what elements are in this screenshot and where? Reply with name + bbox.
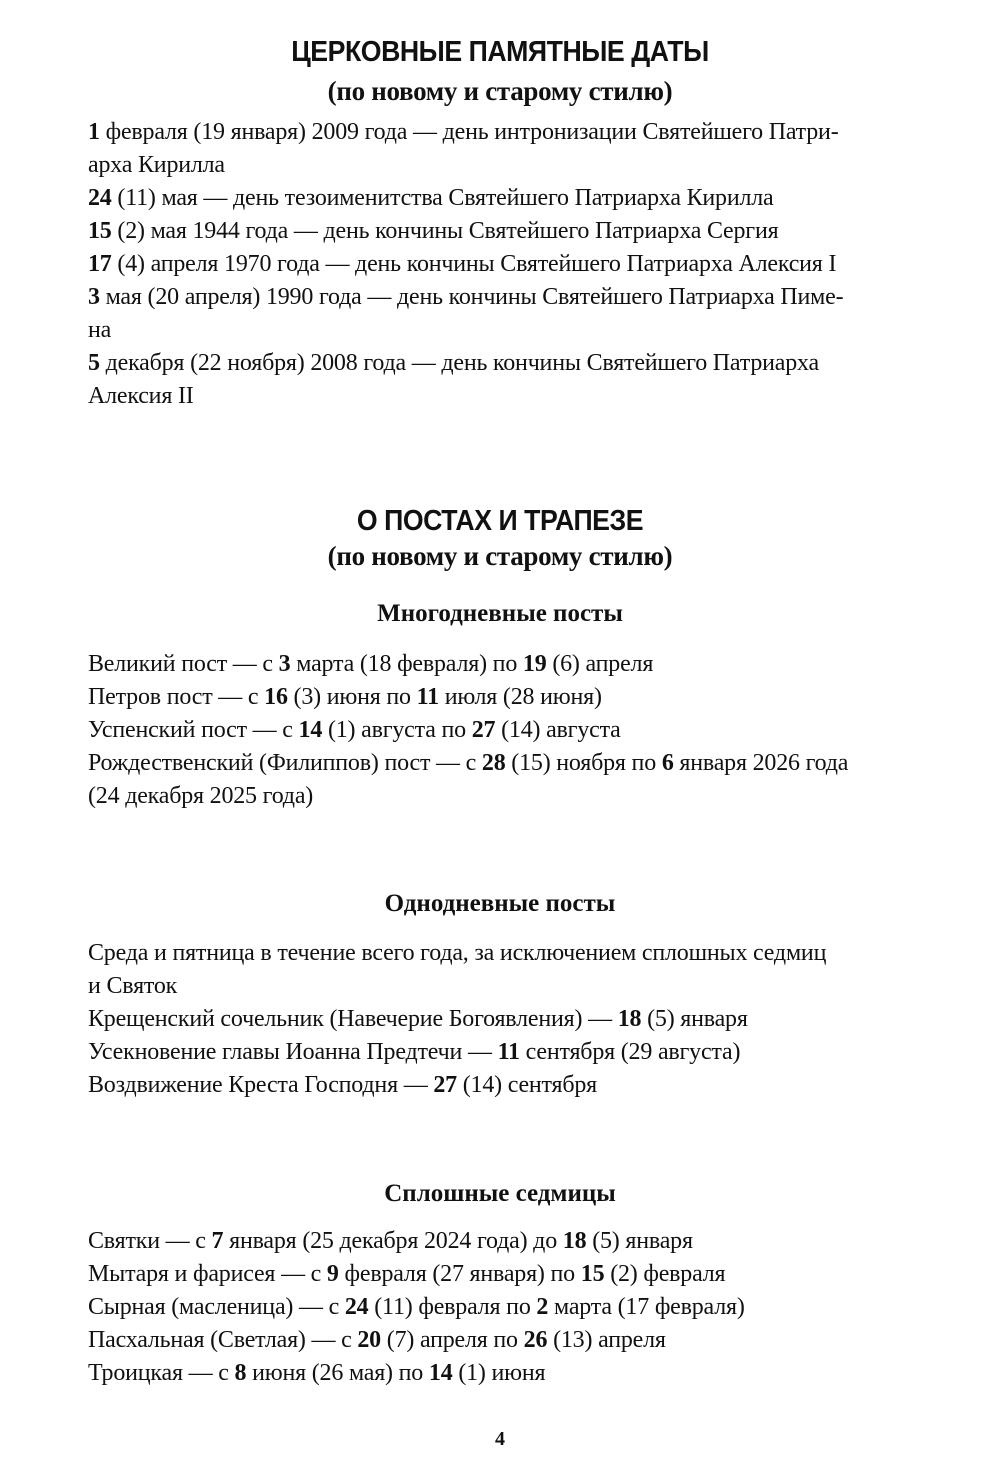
continuous-weeks-list xyxy=(88,1225,968,1390)
text-line xyxy=(88,380,968,413)
text-line xyxy=(88,1069,968,1102)
date-number: 15 xyxy=(580,1261,605,1287)
text-segment: Среда и пятница в течение всего года, за исключением сплошных седмиц xyxy=(88,940,827,966)
date-number: 20 xyxy=(357,1327,381,1353)
text-line xyxy=(88,116,968,149)
text-segment: сентября (29 августа) xyxy=(519,1039,741,1065)
text-segment: января (25 декабря 2024 года) до xyxy=(223,1228,563,1254)
section-subtitle-fasts: (по новому и старому стилю) xyxy=(327,541,673,571)
text-segment: (2) мая 1944 года — день кончины Святейшего Патриарха Сергия xyxy=(111,218,779,244)
date-number: 8 xyxy=(234,1360,247,1386)
text-segment: Святки — с xyxy=(88,1228,212,1254)
text-line xyxy=(88,1036,968,1069)
text-segment: Воздвижение Креста Господня — xyxy=(88,1072,434,1098)
text-segment: Алексия II xyxy=(88,383,194,409)
date-number: 24 xyxy=(344,1294,369,1320)
text-segment: декабря (22 ноября) 2008 года — день кончины Святейшего Патриарха xyxy=(99,350,819,376)
text-segment: (11) мая — день тезоименитства Святейшего Патриарха Кирилла xyxy=(111,185,774,211)
text-line xyxy=(88,149,968,182)
text-line xyxy=(88,281,968,314)
text-segment: арха Кирилла xyxy=(88,152,225,178)
text-segment: (14) сентября xyxy=(456,1072,598,1098)
date-number: 19 xyxy=(522,651,547,677)
section-title-memorial-dates: ЦЕРКОВНЫЕ ПАМЯТНЫЕ ДАТЫ xyxy=(291,36,709,68)
memorial-dates-list xyxy=(88,116,968,413)
text-segment: Пасхальная (Светлая) — с xyxy=(88,1327,358,1353)
text-line xyxy=(88,780,968,813)
section-title-fasts: О ПОСТАХ И ТРАПЕЗЕ xyxy=(356,505,644,537)
date-number: 11 xyxy=(416,684,439,710)
text-segment: Сырная (масленица) — с xyxy=(88,1294,345,1320)
date-number: 14 xyxy=(428,1360,453,1386)
date-number: 3 xyxy=(278,651,291,677)
text-line xyxy=(88,1357,968,1390)
text-segment: (11) февраля по xyxy=(368,1294,537,1320)
date-number: 9 xyxy=(326,1261,339,1287)
text-segment: Троицкая — с xyxy=(88,1360,235,1386)
text-line xyxy=(88,347,968,380)
text-segment: февраля (19 января) 2009 года — день интронизации Святейшего Патри- xyxy=(99,119,839,145)
date-number: 6 xyxy=(661,750,674,776)
text-line xyxy=(88,182,968,215)
text-segment: (15) ноября по xyxy=(505,750,662,776)
text-segment: Мытаря и фарисея — с xyxy=(88,1261,327,1287)
text-line xyxy=(88,215,968,248)
text-segment: Петров пост — с xyxy=(88,684,265,710)
date-number: 5 xyxy=(88,350,100,376)
text-segment: (5) января xyxy=(641,1006,748,1032)
text-segment: (1) августа по xyxy=(322,717,472,743)
date-number: 15 xyxy=(88,218,112,244)
text-segment: (4) апреля 1970 года — день кончины Святейшего Патриарха Алексия I xyxy=(111,251,837,277)
text-line xyxy=(88,1003,968,1036)
multi-day-fasts-list xyxy=(88,648,968,813)
text-segment: Великий пост — с xyxy=(88,651,279,677)
date-number: 18 xyxy=(562,1228,587,1254)
text-segment: Усекновение главы Иоанна Предтечи — xyxy=(88,1039,498,1065)
date-number: 16 xyxy=(264,684,288,710)
text-segment: июля (28 июня) xyxy=(438,684,602,710)
date-number: 2 xyxy=(536,1294,549,1320)
text-line xyxy=(88,747,968,780)
date-number: 1 xyxy=(88,119,100,145)
text-segment: (13) апреля xyxy=(547,1327,666,1353)
text-segment: Крещенский сочельник (Навечерие Богоявления) — xyxy=(88,1006,618,1032)
heading-multi-day-fasts: Многодневные посты xyxy=(377,600,623,627)
text-segment: мая (20 апреля) 1990 года — день кончины Святейшего Патриарха Пиме- xyxy=(99,284,844,310)
date-number: 24 xyxy=(88,185,112,211)
text-segment: Успенский пост — с xyxy=(88,717,299,743)
date-number: 26 xyxy=(523,1327,548,1353)
text-segment: (24 декабря 2025 года) xyxy=(88,783,314,809)
text-segment: (1) июня xyxy=(452,1360,546,1386)
text-segment: и Святок xyxy=(88,973,178,999)
date-number: 28 xyxy=(481,750,506,776)
text-line xyxy=(88,1225,968,1258)
date-number: 27 xyxy=(433,1072,457,1098)
text-line xyxy=(88,937,968,970)
text-segment: (6) апреля xyxy=(546,651,654,677)
date-number: 18 xyxy=(617,1006,642,1032)
text-line xyxy=(88,681,968,714)
date-number: 3 xyxy=(88,284,100,310)
text-segment: (7) апреля по xyxy=(380,1327,524,1353)
text-segment: Рождественский (Филиппов) пост — с xyxy=(88,750,482,776)
text-segment: января 2026 года xyxy=(673,750,849,776)
text-segment: марта (18 февраля) по xyxy=(290,651,523,677)
heading-continuous-weeks: Сплошные седмицы xyxy=(384,1180,616,1207)
text-line xyxy=(88,714,968,747)
date-number: 7 xyxy=(211,1228,224,1254)
text-segment: марта (17 февраля) xyxy=(548,1294,745,1320)
text-segment: июня (26 мая) по xyxy=(246,1360,429,1386)
text-segment: (5) января xyxy=(586,1228,693,1254)
section-subtitle: (по новому и старому стилю) xyxy=(327,76,673,106)
heading-one-day-fasts: Однодневные посты xyxy=(384,890,616,917)
text-line xyxy=(88,1324,968,1357)
text-segment: на xyxy=(88,317,112,343)
text-line xyxy=(88,648,968,681)
text-segment: (3) июня по xyxy=(287,684,417,710)
text-line xyxy=(88,1291,968,1324)
date-number: 27 xyxy=(471,717,496,743)
text-line xyxy=(88,248,968,281)
text-segment: (14) августа xyxy=(495,717,621,743)
date-number: 11 xyxy=(497,1039,520,1065)
date-number: 17 xyxy=(88,251,112,277)
text-line xyxy=(88,1258,968,1291)
date-number: 14 xyxy=(298,717,323,743)
text-segment: февраля (27 января) по xyxy=(338,1261,581,1287)
text-line xyxy=(88,314,968,347)
page-number: 4 xyxy=(495,1428,505,1450)
one-day-fasts-list xyxy=(88,937,968,1102)
text-line xyxy=(88,970,968,1003)
text-segment: (2) февраля xyxy=(604,1261,726,1287)
